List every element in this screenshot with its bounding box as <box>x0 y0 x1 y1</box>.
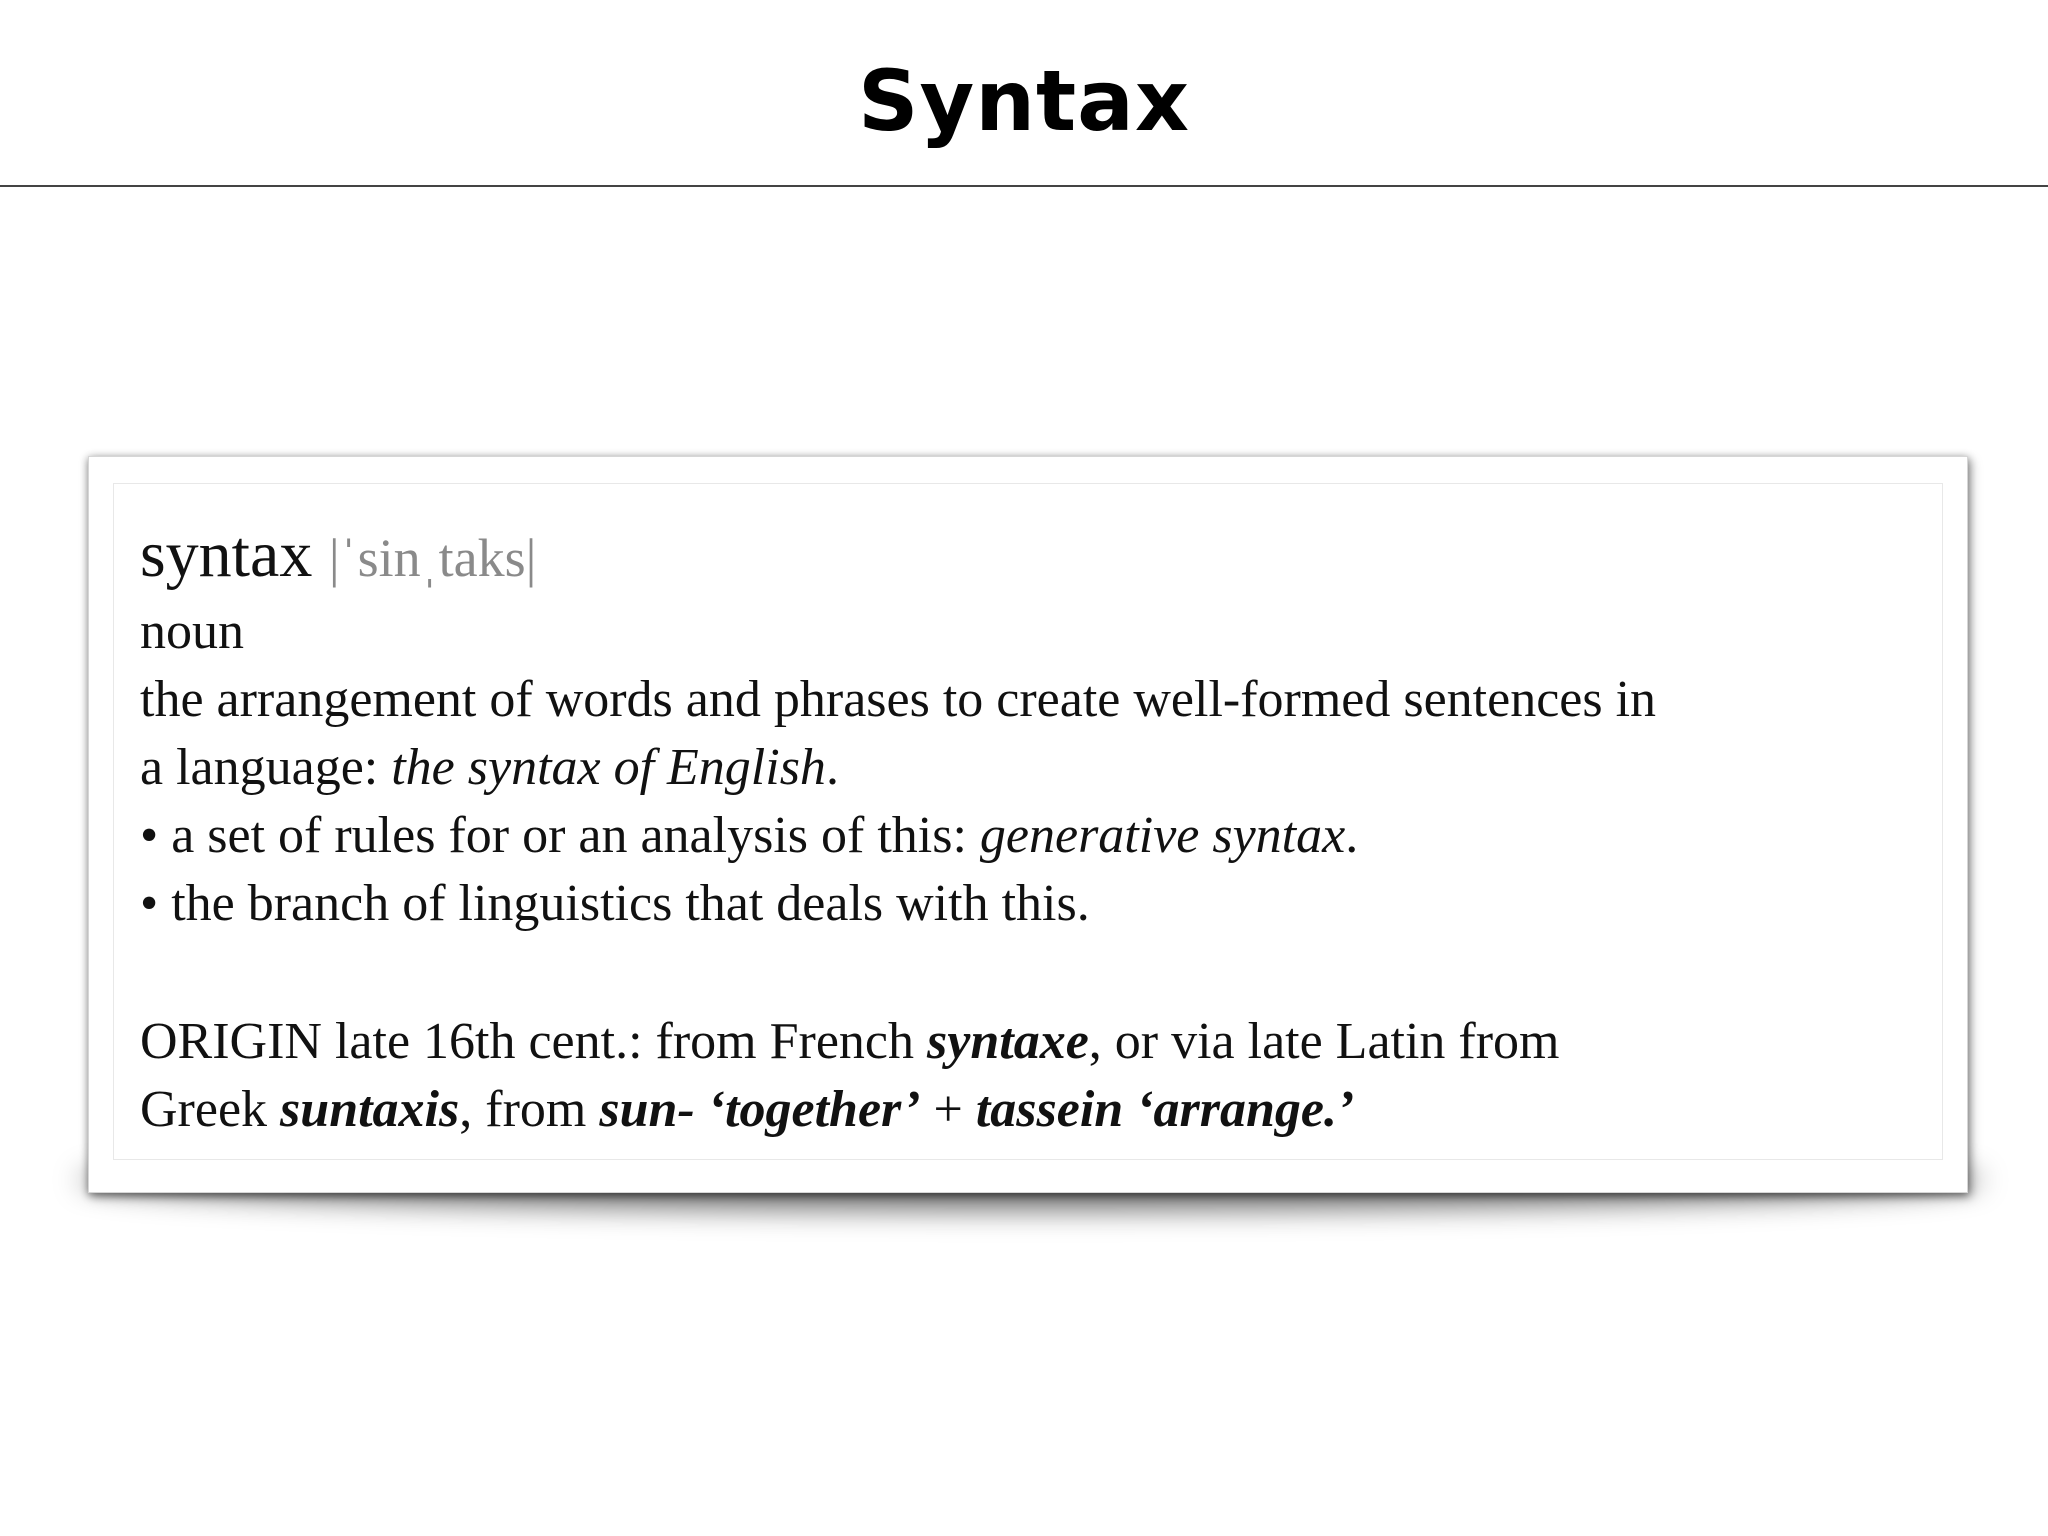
definition-line-2 <box>140 734 1940 802</box>
origin-tassein-arrange: tassein ‘arrange.’ <box>975 1081 1355 1138</box>
dictionary-entry <box>140 515 1940 1144</box>
origin-line-1-suffix: , or via late Latin from <box>1088 1013 1560 1070</box>
title-divider <box>0 185 2048 187</box>
origin-greek-word: suntaxis <box>280 1081 460 1138</box>
definition-line-2-suffix: . <box>825 739 839 796</box>
origin-line-2-prefix: Greek <box>140 1081 281 1138</box>
origin-line-1-prefix: ORIGIN late 16th cent.: from French <box>140 1013 928 1070</box>
origin-line-1 <box>140 1008 1940 1076</box>
headword-line <box>140 515 1940 598</box>
slide-title: Syntax <box>857 52 1191 150</box>
sense-3: • the branch of linguistics that deals with this. <box>140 875 1090 932</box>
definition-line-2-prefix: a language: <box>140 739 392 796</box>
sense-2 <box>140 802 1940 870</box>
origin-line-2-mid: , from <box>459 1081 600 1138</box>
pronunciation: |ˈsinˌtaks| <box>328 528 537 588</box>
spacer <box>140 938 1940 1008</box>
definition-line-1: the arrangement of words and phrases to create well-formed sentences in <box>140 671 1657 728</box>
origin-plus: + <box>920 1081 976 1138</box>
part-of-speech: noun <box>140 603 244 660</box>
origin-line-2 <box>140 1076 1940 1144</box>
sense-2-suffix: . <box>1345 807 1359 864</box>
origin-sun-together: sun- ‘together’ <box>599 1081 921 1138</box>
headword: syntax <box>140 518 313 591</box>
sense-2-text: • a set of rules for or an analysis of this: <box>140 807 980 864</box>
sense-2-example: generative syntax <box>979 807 1346 864</box>
origin-french-word: syntaxe <box>927 1013 1089 1070</box>
definition-example: the syntax of English <box>391 739 826 796</box>
